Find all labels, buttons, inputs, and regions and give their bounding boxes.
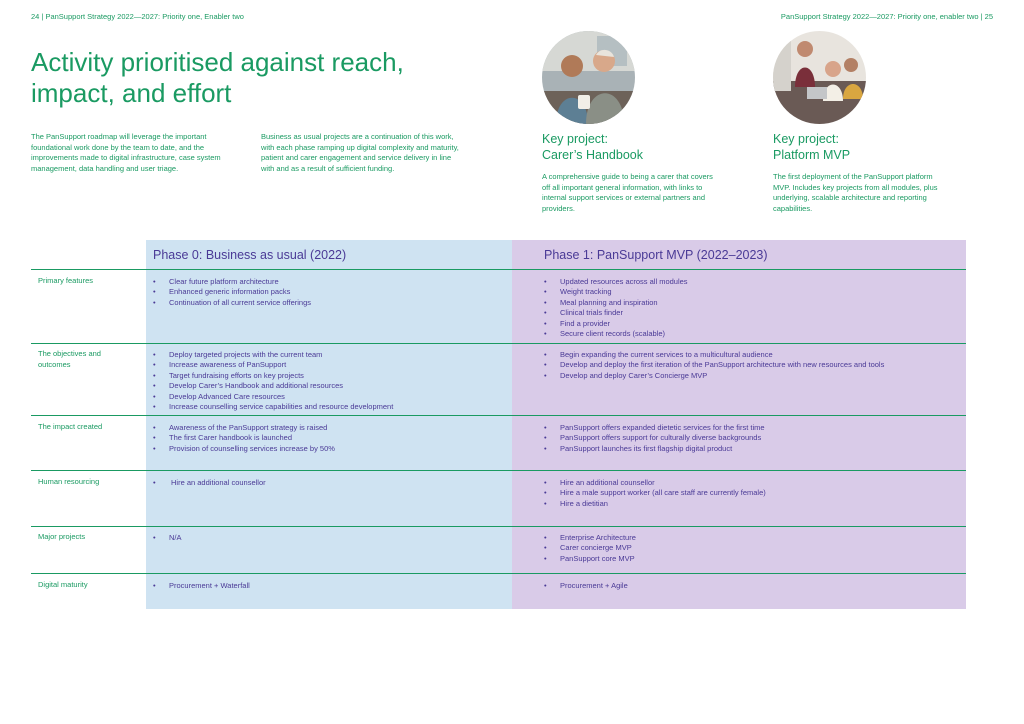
list-item: • Procurement + Waterfall: [153, 581, 503, 591]
row-label-impact: The impact created: [38, 422, 103, 431]
list-item: • Begin expanding the current services to a multicultural audience: [544, 350, 959, 360]
list-item: • Develop Advanced Care resources: [153, 392, 503, 402]
key-project-label: Key project:: [773, 132, 840, 146]
list-item: • Develop and deploy Carer’s Concierge MVP: [544, 371, 959, 381]
list-item: • The first Carer handbook is launched: [153, 433, 503, 443]
phase-1-cell: [544, 423, 959, 454]
list-item: • Hire an additional counsellor: [153, 478, 503, 488]
phase-0-cell: [153, 478, 503, 488]
key-project-name: Carer’s Handbook: [542, 148, 643, 162]
row-label-objectives: The objectives and outcomes: [38, 349, 101, 369]
list-item: • PanSupport offers support for culturally diverse backgrounds: [544, 433, 959, 443]
carers-photo: [542, 31, 635, 124]
row-label-primary-features: Primary features: [38, 276, 94, 285]
key-project-description: A comprehensive guide to being a carer that covers off all important general information, with links to internal support services or external partners and providers.: [542, 172, 713, 213]
list-item: • Develop and deploy the first iteration of the PanSupport architecture with new resources and tools: [544, 360, 959, 370]
list-item: • Clinical trials finder: [544, 308, 959, 318]
row-divider: [31, 470, 966, 471]
key-project-description: The first deployment of the PanSupport platform MVP. Includes key projects from all modules, plus underlying, scalable architecture and reporting capabilities.: [773, 172, 938, 213]
phase-1-cell: [544, 478, 959, 509]
phase-1-title: Phase 1: PanSupport MVP (2022–2023): [544, 248, 768, 262]
intro-paragraph: The PanSupport roadmap will leverage the important foundational work done by the team to date, and the improvements made to digital infrastructure, case system management, data handling and user triage.: [31, 132, 221, 173]
list-item: • N/A: [153, 533, 503, 543]
list-item: • Carer concierge MVP: [544, 543, 959, 553]
phase-0-cell: [153, 350, 503, 412]
key-project-heading: [542, 131, 643, 163]
row-divider: [31, 343, 966, 344]
list-item: • Target fundraising efforts on key projects: [153, 371, 503, 381]
list-item: • PanSupport launches its first flagship digital product: [544, 444, 959, 454]
row-divider: [31, 573, 966, 574]
phase-0-cell: [153, 423, 503, 454]
phase-1-cell: [544, 533, 959, 564]
list-item: • Develop Carer’s Handbook and additional resources: [153, 381, 503, 391]
row-label-human-resourcing: Human resourcing: [38, 477, 100, 486]
list-item: • Find a provider: [544, 319, 959, 329]
page-title: Activity prioritised against reach, impact, and effort: [31, 47, 404, 108]
phase-0-cell: [153, 581, 503, 591]
page-header-right: PanSupport Strategy 2022—2027: Priority one, enabler two | 25: [780, 12, 993, 21]
list-item: • Secure client records (scalable): [544, 329, 959, 339]
phase-1-cell: [544, 277, 959, 339]
key-project-name: Platform MVP: [773, 148, 851, 162]
list-item: • Continuation of all current service offerings: [153, 298, 503, 308]
list-item: • Hire an additional counsellor: [544, 478, 959, 488]
list-item: • PanSupport core MVP: [544, 554, 959, 564]
list-item: • Enterprise Architecture: [544, 533, 959, 543]
row-divider: [31, 526, 966, 527]
list-item: • PanSupport offers expanded dietetic services for the first time: [544, 423, 959, 433]
list-item: • Hire a male support worker (all care staff are currently female): [544, 488, 959, 498]
list-item: • Updated resources across all modules: [544, 277, 959, 287]
list-item: • Clear future platform architecture: [153, 277, 503, 287]
list-item: • Increase counselling service capabilities and resource development: [153, 402, 503, 412]
list-item: • Procurement + Agile: [544, 581, 959, 591]
row-divider: [31, 269, 966, 270]
phase-0-title: Phase 0: Business as usual (2022): [153, 248, 347, 262]
list-item: • Enhanced generic information packs: [153, 287, 503, 297]
list-item: • Weight tracking: [544, 287, 959, 297]
intro-paragraph: Business as usual projects are a continuation of this work, with each phase ramping up digital complexity and maturity, patient and carer engagement and service delivery in line with and as a result of sufficient funding.: [261, 132, 459, 173]
team-photo: [773, 31, 866, 124]
list-item: • Hire a dietitian: [544, 499, 959, 509]
key-project-label: Key project:: [542, 132, 609, 146]
page-header-left: 24 | PanSupport Strategy 2022—2027: Priority one, Enabler two: [31, 12, 244, 21]
phase-0-cell: [153, 277, 503, 308]
phase-1-cell: [544, 581, 959, 591]
row-label-digital-maturity: Digital maturity: [38, 580, 88, 589]
list-item: • Meal planning and inspiration: [544, 298, 959, 308]
list-item: • Deploy targeted projects with the current team: [153, 350, 503, 360]
key-project-heading: [773, 131, 850, 163]
row-divider: [31, 415, 966, 416]
list-item: • Provision of counselling services increase by 50%: [153, 444, 503, 454]
phase-1-cell: [544, 350, 959, 381]
list-item: • Increase awareness of PanSupport: [153, 360, 503, 370]
row-label-major-projects: Major projects: [38, 532, 86, 541]
phase-0-cell: [153, 533, 503, 543]
list-item: • Awareness of the PanSupport strategy is raised: [153, 423, 503, 433]
